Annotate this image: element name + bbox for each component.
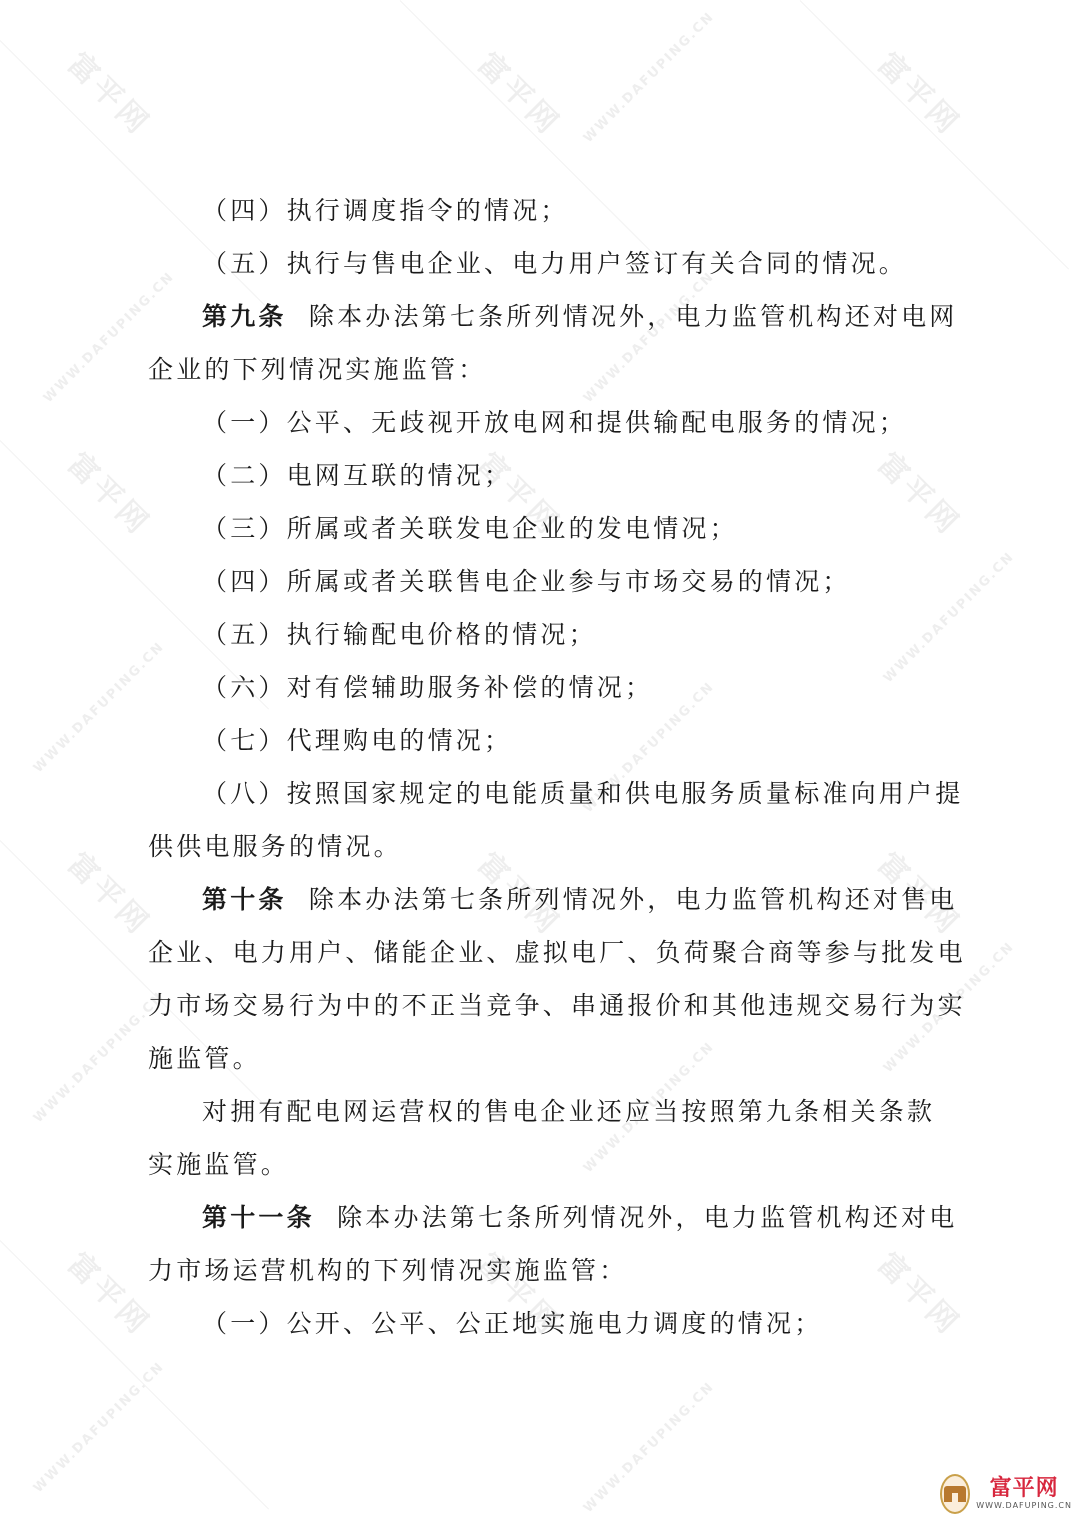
- watermark-url: WWW.DAFUPING.CN: [30, 1359, 168, 1496]
- line-text: 施监管。: [148, 1044, 261, 1073]
- watermark-url: WWW.DAFUPING.CN: [30, 989, 168, 1126]
- watermark-text: 富平网: [470, 846, 567, 943]
- city-gate-icon: [940, 1474, 970, 1514]
- document-line: [148, 449, 938, 502]
- line-text: 企业的下列情况实施监管：: [148, 355, 487, 384]
- line-text: 除本办法第七条所列情况外，电力监管机构还对电: [314, 1203, 958, 1232]
- watermark-text: 富平网: [60, 1246, 157, 1343]
- watermark-url: WWW.DAFUPING.CN: [30, 639, 168, 776]
- logo-url: WWW.DAFUPING.CN: [976, 1501, 1072, 1510]
- article-heading: 第十一条: [202, 1203, 315, 1232]
- document-line: [148, 767, 964, 820]
- watermark-text: 富平网: [870, 1246, 967, 1343]
- watermark-url: WWW.DAFUPING.CN: [580, 269, 718, 406]
- line-text: 供供电服务的情况。: [148, 832, 402, 861]
- watermark-text: 富平网: [60, 46, 157, 143]
- watermark-text: 富平网: [870, 446, 967, 543]
- line-text: （三）所属或者关联发电企业的发电情况；: [202, 514, 738, 543]
- document-line: [148, 1138, 938, 1191]
- document-line: [148, 396, 938, 449]
- line-text: 企业、电力用户、储能企业、虚拟电厂、负荷聚合商等参与批发电: [148, 938, 966, 967]
- line-text: （五）执行与售电企业、电力用户签订有关合同的情况。: [202, 249, 908, 278]
- line-text: （六）对有偿辅助服务补偿的情况；: [202, 673, 654, 702]
- document-line: [148, 343, 938, 396]
- watermark-text: 富平网: [470, 446, 567, 543]
- document-line: [148, 1085, 938, 1138]
- watermark-url: WWW.DAFUPING.CN: [580, 1379, 718, 1516]
- document-line: [148, 184, 938, 237]
- document-line: [148, 873, 958, 926]
- watermark-text: 富平网: [60, 446, 157, 543]
- document-line: [148, 555, 938, 608]
- line-text: （八）按照国家规定的电能质量和供电服务质量标准向用户提: [202, 779, 964, 808]
- line-text: 实施监管。: [148, 1150, 290, 1179]
- document-line: [148, 820, 938, 873]
- watermark-text: 富平网: [470, 46, 567, 143]
- watermark-text: 富平网: [470, 1246, 567, 1343]
- watermark-url: WWW.DAFUPING.CN: [580, 9, 718, 146]
- document-line: [148, 979, 966, 1032]
- document-line: [148, 661, 938, 714]
- line-text: （一）公平、无歧视开放电网和提供输配电服务的情况；: [202, 408, 908, 437]
- line-text: 力市场运营机构的下列情况实施监管：: [148, 1256, 628, 1285]
- article-heading: 第十条: [202, 885, 287, 914]
- watermark-url: WWW.DAFUPING.CN: [880, 549, 1018, 686]
- watermark-url: WWW.DAFUPING.CN: [40, 269, 178, 406]
- watermark-url: WWW.DAFUPING.CN: [880, 939, 1018, 1076]
- watermark-url: WWW.DAFUPING.CN: [580, 1039, 718, 1176]
- document-line: [148, 926, 966, 979]
- logo-name: 富平网: [989, 1476, 1059, 1501]
- document-line: [148, 1244, 938, 1297]
- document-line: [148, 502, 938, 555]
- line-text: （五）执行输配电价格的情况；: [202, 620, 597, 649]
- document-line: [148, 1191, 958, 1244]
- document-line: [148, 1297, 938, 1350]
- document-line: [148, 237, 938, 290]
- line-text: 对拥有配电网运营权的售电企业还应当按照第九条相关条款: [202, 1097, 936, 1126]
- document-line: [148, 1032, 938, 1085]
- document-line: [148, 714, 938, 767]
- line-text: 除本办法第七条所列情况外，电力监管机构还对电网: [286, 302, 958, 331]
- line-text: （一）公开、公平、公正地实施电力调度的情况；: [202, 1309, 823, 1338]
- line-text: 除本办法第七条所列情况外，电力监管机构还对售电: [286, 885, 958, 914]
- watermark-text: 富平网: [870, 846, 967, 943]
- line-text: （四）执行调度指令的情况；: [202, 196, 569, 225]
- document-line: [148, 290, 958, 343]
- watermark-text: 富平网: [60, 846, 157, 943]
- watermark-url: WWW.DAFUPING.CN: [580, 679, 718, 816]
- article-heading: 第九条: [202, 302, 287, 331]
- watermark-text: 富平网: [870, 46, 967, 143]
- line-text: （四）所属或者关联售电企业参与市场交易的情况；: [202, 567, 851, 596]
- document-line: [148, 608, 938, 661]
- line-text: 力市场交易行为中的不正当竞争、串通报价和其他违规交易行为实: [148, 991, 966, 1020]
- line-text: （二）电网互联的情况；: [202, 461, 513, 490]
- site-logo[interactable]: [940, 1470, 1072, 1518]
- line-text: （七）代理购电的情况；: [202, 726, 513, 755]
